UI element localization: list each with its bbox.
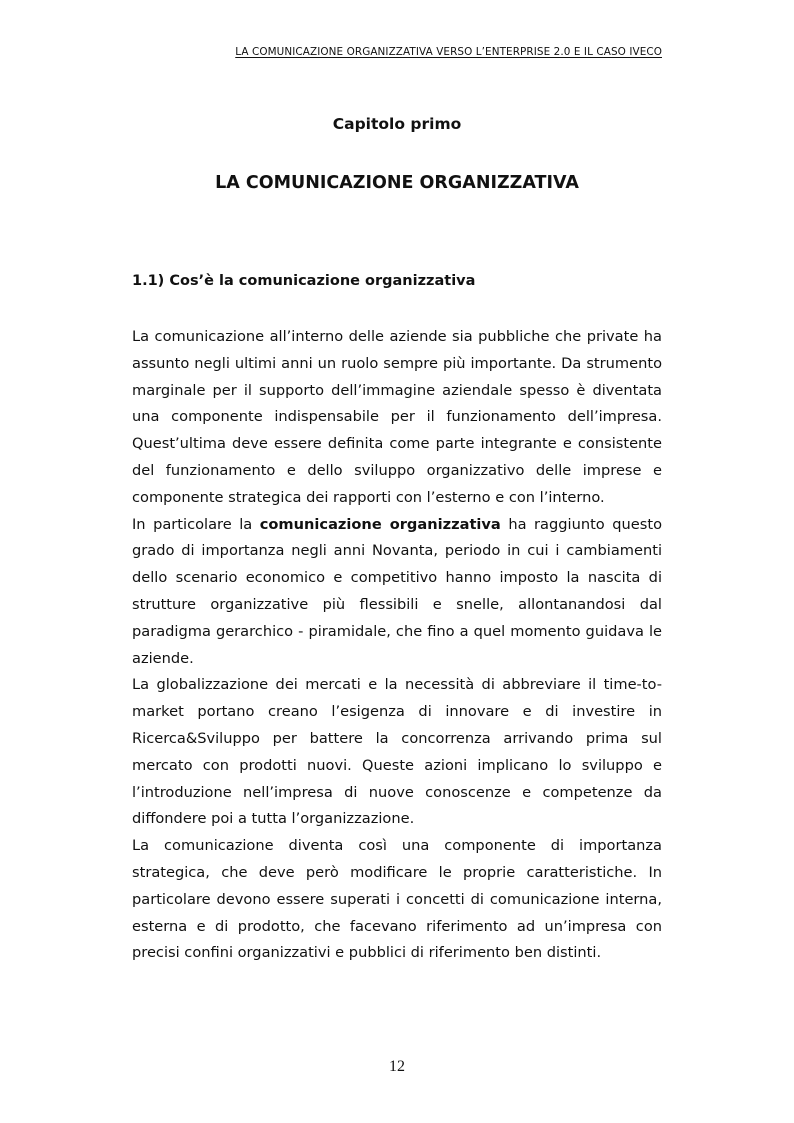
paragraph-4: La comunicazione diventa così una componente di importanza strategica, che deve però modificare le proprie caratteristiche. In particolare devono essere superati i concetti di comunicazione interna, esterna e di prodotto, che facevano riferimento ad un’impresa con precisi confini organizzativi e pubblici di riferimento ben distinti. — [132, 837, 662, 962]
paragraph-2-emphasis: comunicazione organizzativa — [259, 515, 501, 533]
paragraph-2-lead: In particolare la — [132, 515, 260, 533]
chapter-label: Capitolo primo — [332, 115, 462, 133]
chapter-title: LA COMUNICAZIONE ORGANIZZATIVA — [215, 173, 579, 193]
section-heading: 1.1) Cos’è la comunicazione organizzativa — [132, 273, 476, 289]
running-header: LA COMUNICAZIONE ORGANIZZATIVA VERSO L’ENTERPRISE 2.0 E IL CASO IVECO — [235, 46, 662, 58]
body-text — [132, 324, 662, 967]
paragraph-1: La comunicazione all’interno delle aziende sia pubbliche che private ha assunto negli ultimi anni un ruolo sempre più importante. Da strumento marginale per il supporto dell’immagine aziendale spesso è diventata una componente indispensabile per il funzionamento dell’impresa. Quest’ultima deve essere definita come parte integrante e consistente del funzionamento e dello sviluppo organizzativo delle imprese e componente strategica dei rapporti con l’esterno e con l’interno. — [132, 328, 662, 506]
paragraph-2-rest: ha raggiunto questo grado di importanza negli anni Novanta, periodo in cui i cambiamenti dello scenario economico e competitivo hanno imposto la nascita di strutture organizzative più flessibili e snelle, allontanandosi dal paradigma gerarchico - piramidale, che fino a quel momento guidava le aziende. — [132, 515, 663, 667]
paragraph-2 — [132, 512, 662, 673]
page-number: 12 — [389, 1058, 405, 1075]
paragraph-3: La globalizzazione dei mercati e la necessità di abbreviare il time-to-market portano creano l’esigenza di innovare e di investire in Ricerca&Sviluppo per battere la concorrenza arrivando prima sul mercato con prodotti nuovi. Queste azioni implicano lo sviluppo e l’introduzione nell’impresa di nuove conoscenze e competenze da diffondere poi a tutta l’organizzazione. — [132, 676, 662, 828]
